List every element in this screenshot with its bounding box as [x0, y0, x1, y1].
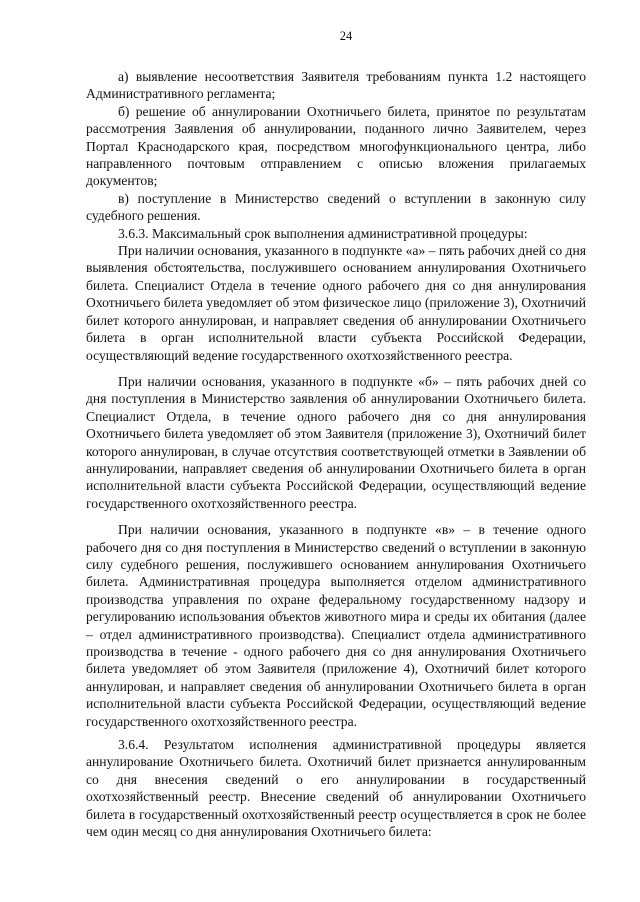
paragraph-basis-b: При наличии основания, указанного в подпункте «б» – пять рабочих дней со дня поступления в Министерство заявления об аннулировании Охотничьего билета. Специалист Отдела, в течение одного рабочего дня со дня аннулирования Охотничьего билета уведомляет об этом Заявителя (приложение 3), Охотничий билет которого аннулирован, в случае отсутствия соответствующей отметки в Заявлении об аннулировании, направляет сведения об аннулировании Охотничьего билета в орган исполнительной власти субъекта Российской Федерации, осуществляющий ведение государственного охотхозяйственного реестра.	[86, 373, 586, 511]
paragraph-item-b: б) решение об аннулировании Охотничьего билета, принятое по результатам рассмотрения Заявления об аннулировании, поданного лично Заявителем, через Портал Краснодарского края, посредством многофункционального центра, либо направленного почтовым отправлением с описью вложения прилагаемых документов;	[86, 103, 586, 189]
section-3-6-4: 3.6.4. Результатом исполнения административной процедуры является аннулирование Охотничьего билета. Охотничий билет признается аннулированным со дня внесения сведений о его аннулировании в государственный охотхозяйственный реестр. Внесение сведений об аннулировании Охотничьего билета в государственный охотхозяйственный реестр осуществляется в срок не более чем один месяц со дня аннулирования Охотничьего билета:	[86, 737, 586, 840]
paragraph-item-v: в) поступление в Министерство сведений о вступлении в законную силу судебного решения.	[86, 190, 586, 224]
paragraph-item-a: а) выявление несоответствия Заявителя требованиям пункта 1.2 настоящего Административного регламента;	[86, 69, 586, 102]
paragraph-basis-v: При наличии основания, указанного в подпункте «в» – в течение одного рабочего дня со дня поступления в Министерство сведений о вступлении в законную силу судебного решения, послужившего основанием аннулирования Охотничьего билета. Административная процедура выполняется отделом административного производства управления по охране федеральному государственному надзору и регулированию использования объектов животного мира и среды их обитания (далее – отдел административного производства). Специалист отдела административного производства в течение - одного рабочего дня со дня аннулирования Охотничьего билета уведомляет об этом Заявителя (приложение 4), Охотничий билет которого аннулирован, и направляет сведения об аннулировании Охотничьего билета в орган исполнительной власти субъекта Российской Федерации, осуществляющий ведение государственного охотхозяйственного реестра.	[86, 522, 586, 729]
section-heading-3-6-3: 3.6.3. Максимальный срок выполнения административной процедуры:	[118, 225, 528, 241]
page-number: 24	[339, 29, 353, 43]
paragraph-basis-a: При наличии основания, указанного в подпункте «а» – пять рабочих дней со дня выявления обстоятельства, послужившего основанием аннулирования Охотничьего билета. Специалист Отдела в течение одного рабочего дня со дня аннулирования Охотничьего билета уведомляет об этом физическое лицо (приложение 3), Охотничий билет которого аннулирован, и направляет сведения об аннулировании Охотничьего билета в орган исполнительной власти субъекта Российской Федерации, осуществляющий ведение государственного охотхозяйственного реестра.	[86, 243, 586, 363]
